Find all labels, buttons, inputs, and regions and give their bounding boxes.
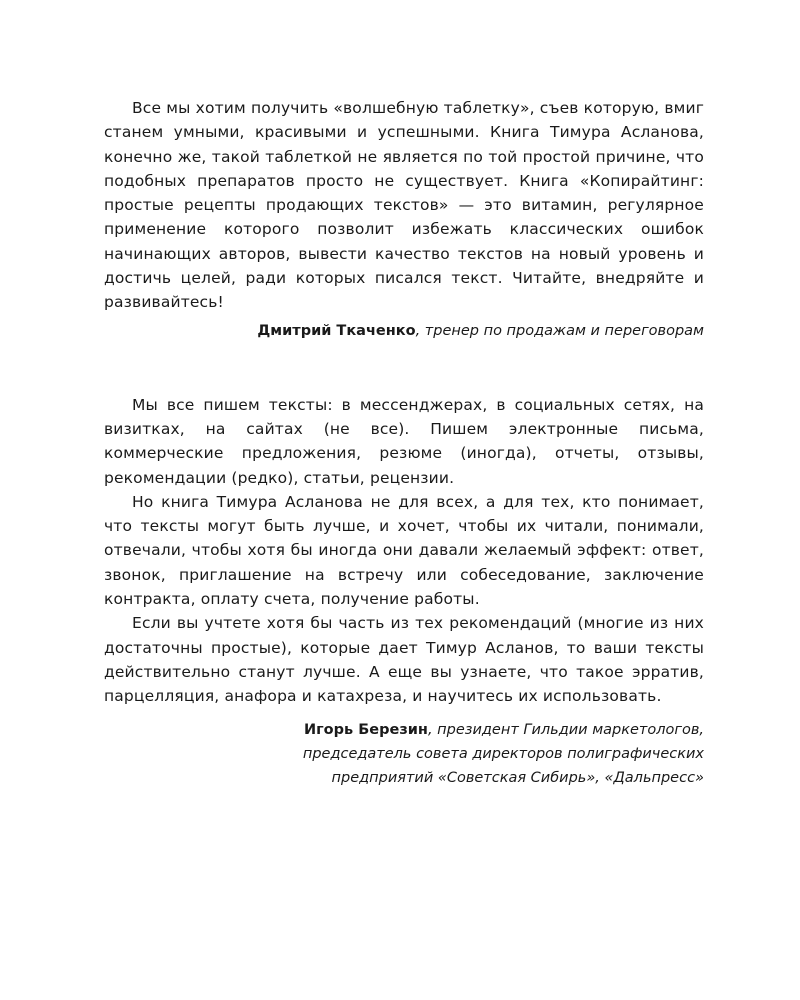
author-name: Игорь Березин (303, 721, 428, 738)
author-role: , тренер по продажам и переговорам (415, 322, 704, 339)
author-name: Дмитрий Ткаченко (257, 322, 416, 339)
testimonial-paragraph: Все мы хотим получить «волшебную таблетку», съев которую, вмиг станем умными, красивыми и успешными. Книга Тимура Асланова, конечно же, такой таблеткой не является по той простой причине, что подобных препаратов просто не существует. Книга «Копирайтинг: простые рецепты продающих текстов» — это витамин, регулярное применение которого позволит избежать классических ошибок начинающих авторов, вывести качество текстов на новый уровень и достичь целей, ради которых писался текст. Читайте, внедряйте и развивайтесь! (104, 99, 704, 312)
author-role-line-2: председатель совета директоров полиграфических (302, 745, 704, 762)
testimonial-attribution (104, 718, 704, 790)
author-role-line-1: , президент Гильдии маркетологов, (427, 721, 704, 738)
testimonial-paragraph: Мы все пишем тексты: в мессенджерах, в социальных сетях, на визитках, на сайтах (не все). Пишем электронные письма, коммерческие предложения, резюме (иногда), отчеты, отзывы, рекомендации (редко), статьи, рецензии. (104, 395, 704, 487)
testimonial-berezin (104, 393, 704, 790)
author-role-line-3: предприятий «Советская Сибирь», «Дальпресс» (331, 769, 704, 786)
testimonial-paragraph: Но книга Тимура Асланова не для всех, а для тех, кто понимает, что тексты могут быть лучше, и хочет, чтобы их читали, понимали, отвечали, чтобы хотя бы иногда они давали желаемый эффект: ответ, звонок, приглашение на встречу или собеседование, заключение контракта, оплату счета, получение работы. (104, 492, 704, 609)
testimonial-tkachenko (104, 96, 704, 343)
testimonial-paragraph: Если вы учтете хотя бы часть из тех рекомендаций (многие из них достаточны простые), которые дает Тимур Асланов, то ваши тексты действительно станут лучше. А еще вы узнаете, что такое эрратив, парцелляция, анафора и катахреза, и научитесь их использовать. (104, 614, 704, 706)
testimonial-attribution (104, 319, 704, 343)
book-page (104, 96, 704, 790)
